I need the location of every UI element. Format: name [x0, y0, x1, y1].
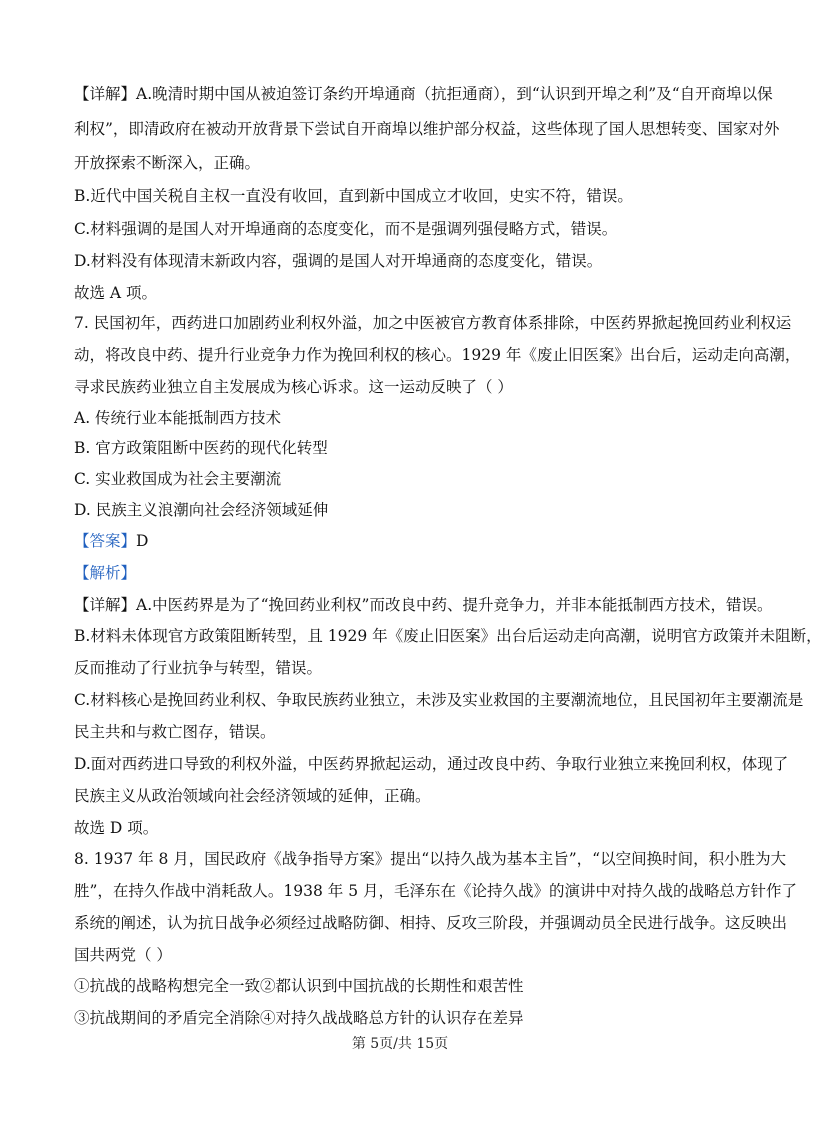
- q7-detail-d-line-1: D.面对西药进口导致的利权外溢，中医药界掀起运动，通过改良中药、争取行业独立来挽回利权，体现了: [74, 755, 789, 773]
- q7-detail-b-line-1: B.材料未体现官方政策阻断转型，且 1929 年《废止旧医案》出台后运动走向高潮，说明官方政策并未阻断，: [74, 627, 822, 645]
- q7-stem-line-1: 7. 民国初年，西药进口加剧药业利权外溢，加之中医被官方教育体系排除，中医药界掀起挽回药业利权运: [74, 314, 792, 332]
- q7-option-b: B. 官方政策阻断中医药的现代化转型: [74, 439, 328, 457]
- q7-stem-line-2: 动，将改良中药、提升行业竞争力作为挽回利权的核心。1929 年《废止旧医案》出台后，运动走向高潮，: [74, 346, 801, 364]
- q8-stem-line-3: 系统的阐述，认为抗日战争必须经过战略防御、相持、反攻三阶段，并强调动员全民进行战争。这反映出: [74, 914, 788, 932]
- q7-option-d: D. 民族主义浪潮向社会经济领域延伸: [74, 501, 329, 519]
- q8-stem-line-4: 国共两党（ ）: [74, 946, 172, 964]
- answer-value: D: [136, 532, 149, 550]
- q7-detail-c-line-2: 民主共和与救亡图存，错误。: [74, 723, 276, 741]
- page-number: 第 5页/共 15页: [351, 1036, 449, 1052]
- q6-detail-line-3: 开放探索不断深入，正确。: [74, 154, 261, 172]
- q6-detail-line-2: 利权”，即清政府在被动开放背景下尝试自开商埠以维护部分权益，这些体现了国人思想转变、国家对外: [74, 120, 780, 138]
- q6-detail-line-1: 【详解】A.晚清时期中国从被迫签订条约开埠通商（抗拒通商），到“认识到开埠之利”及“自开商埠以保: [74, 85, 773, 103]
- q7-answer: [74, 531, 746, 551]
- analysis-tag: 【解析】: [74, 564, 137, 582]
- q6-option-b-explanation: B.近代中国关税自主权一直没有收回，直到新中国成立才收回，史实不符，错误。: [74, 187, 633, 205]
- q7-option-a: A. 传统行业本能抵制西方技术: [74, 409, 282, 427]
- q8-choices-line-2: ③抗战期间的矛盾完全消除④对持久战战略总方针的认识存在差异: [74, 1009, 524, 1027]
- q7-stem-line-3: 寻求民族药业独立自主发展成为核心诉求。这一运动反映了（ ）: [74, 378, 513, 396]
- q7-detail-a: 【详解】A.中医药界是为了“挽回药业利权”而改良中药、提升竞争力，并非本能抵制西方技术，错误。: [74, 596, 773, 614]
- q8-stem-line-1: 8. 1937 年 8 月，国民政府《战争指导方案》提出“以持久战为基本主旨”，“以空间换时间，积小胜为大: [74, 850, 787, 868]
- q7-analysis-heading: [74, 563, 746, 583]
- q7-conclusion: 故选 D 项。: [74, 819, 159, 837]
- q7-detail-b-line-2: 反而推动了行业抗争与转型，错误。: [74, 659, 323, 677]
- q7-detail-d-line-2: 民族主义从政治领域向社会经济领域的延伸，正确。: [74, 787, 431, 805]
- q7-detail-c-line-1: C.材料核心是挽回药业利权、争取民族药业独立，未涉及实业救国的主要潮流地位，且民国初年主要潮流是: [74, 691, 804, 709]
- q6-conclusion: 故选 A 项。: [74, 284, 158, 302]
- q7-option-c: C. 实业救国成为社会主要潮流: [74, 470, 282, 488]
- q6-option-c-explanation: C.材料强调的是国人对开埠通商的态度变化，而不是强调列强侵略方式，错误。: [74, 220, 618, 238]
- q6-option-d-explanation: D.材料没有体现清末新政内容，强调的是国人对开埠通商的态度变化，错误。: [74, 252, 603, 270]
- answer-tag: 【答案】: [74, 532, 137, 550]
- q8-stem-line-2: 胜”，在持久作战中消耗敌人。1938 年 5 月，毛泽东在《论持久战》的演讲中对持久战的战略总方针作了: [74, 882, 798, 900]
- q8-choices-line-1: ①抗战的战略构想完全一致②都认识到中国抗战的长期性和艰苦性: [74, 977, 524, 995]
